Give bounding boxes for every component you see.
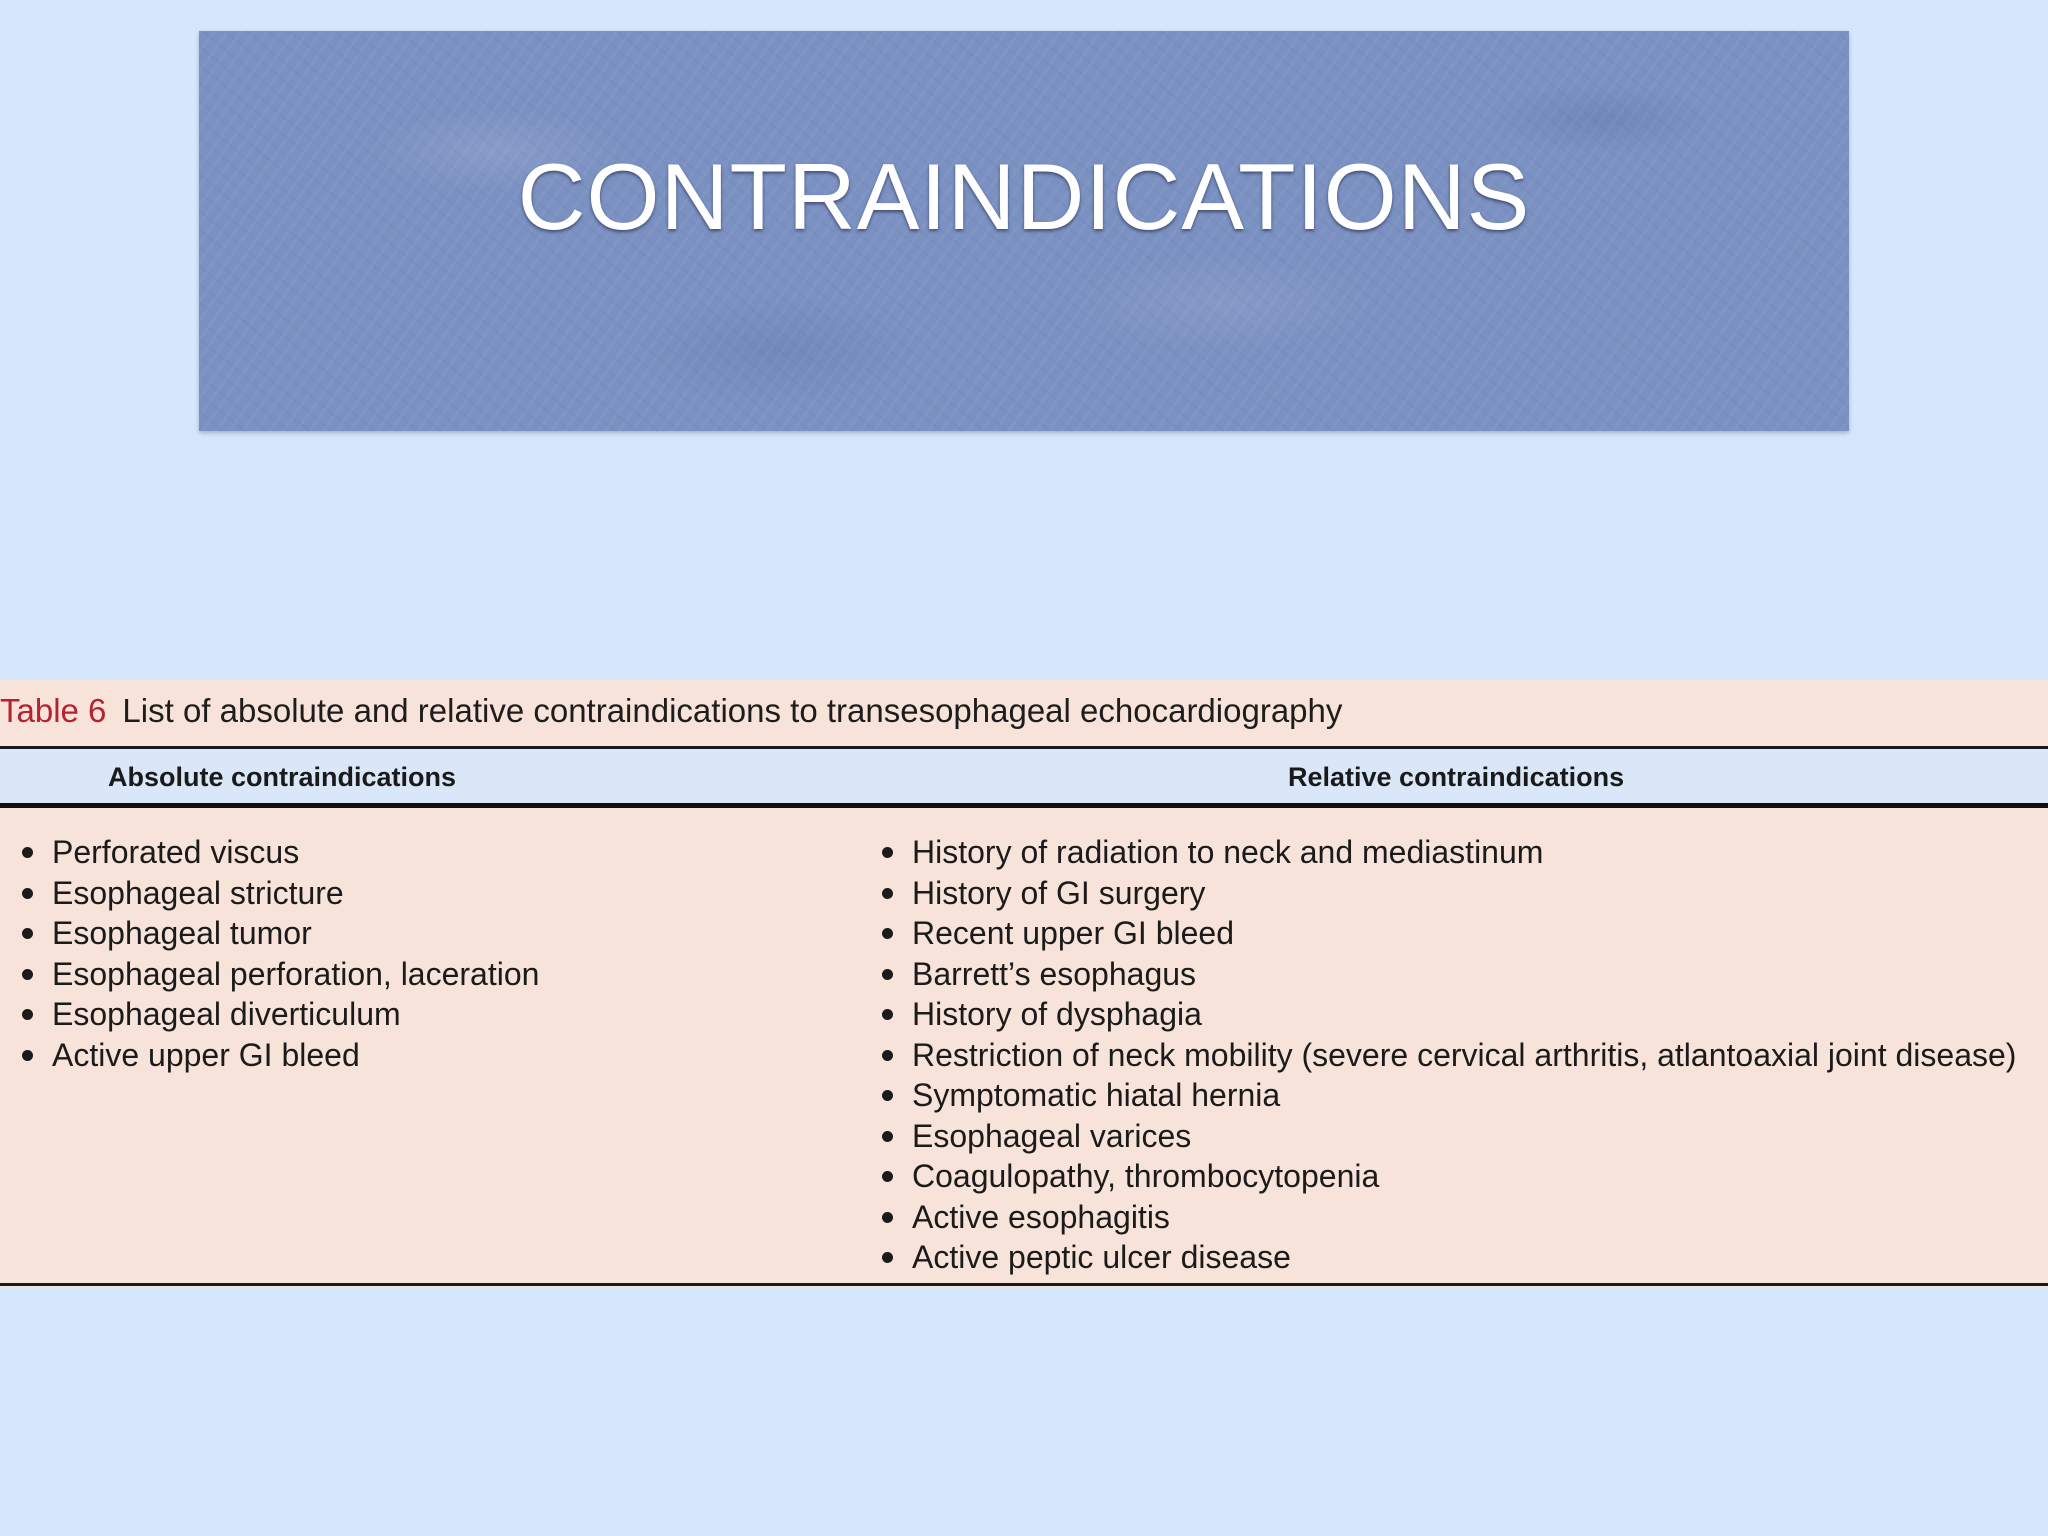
list-item [18,832,539,873]
list-item-text: Perforated viscus [52,834,300,870]
bullet-icon [882,969,893,980]
contraindications-table [0,680,2048,1287]
bullet-icon [882,1009,893,1020]
bullet-icon [882,888,893,899]
table-caption [0,680,2048,746]
absolute-contraindications-list [18,832,539,1075]
table-header-rule [0,803,2048,808]
list-item-text: Esophageal perforation, laceration [52,955,540,992]
table-caption-text: List of absolute and relative contraindications to transesophageal echocardiography [122,692,1343,729]
list-item-text: Esophageal diverticulum [52,996,401,1032]
list-item [878,1116,2016,1157]
list-item-text: Esophageal varices [912,1117,1192,1154]
bullet-icon [882,1171,893,1182]
list-item-text: Esophageal tumor [52,915,312,951]
list-item-text: History of radiation to neck and mediastinum [912,834,1544,870]
list-item-text: Coagulopathy, thrombocytopenia [912,1158,1380,1194]
list-item-text: Barrett’s esophagus [912,955,1197,992]
list-item [878,1075,2016,1116]
table-caption-label: Table 6 [0,692,107,729]
list-item [878,1035,2016,1076]
list-item-text: Recent upper GI bleed [912,915,1234,951]
slide-title: CONTRAINDICATIONS [517,144,1531,249]
absolute-column-header: Absolute contraindications [108,762,457,792]
list-item [878,873,2016,914]
list-item [878,913,2016,954]
list-item-text: Symptomatic hiatal hernia [912,1077,1281,1113]
bullet-icon [22,1050,33,1061]
list-item [18,873,539,914]
bullet-icon [22,928,33,939]
bullet-icon [882,1212,893,1223]
bullet-icon [22,888,33,899]
list-item [18,913,539,954]
bullet-icon [882,928,893,939]
list-item [878,1237,2016,1278]
bullet-icon [22,1009,33,1020]
list-item-text: Active upper GI bleed [52,1036,360,1073]
list-item [878,832,2016,873]
bullet-icon [22,969,33,980]
bullet-icon [882,1252,893,1263]
list-item [18,994,539,1035]
bullet-icon [882,1131,893,1142]
bullet-icon [882,847,893,858]
list-item [18,1035,539,1076]
list-item-text: Restriction of neck mobility (severe cervical arthritis, atlantoaxial joint disease) [912,1036,2017,1073]
table-bottom-rule [0,1283,2048,1286]
relative-contraindications-list [878,832,2016,1278]
list-item-text: Active esophagitis [912,1198,1170,1235]
list-item-text: History of GI surgery [912,874,1206,911]
list-item-text: Active peptic ulcer disease [912,1239,1291,1275]
bullet-icon [22,847,33,858]
list-item [878,954,2016,995]
list-item-text: Esophageal stricture [52,874,344,911]
list-item [878,1197,2016,1238]
list-item [18,954,539,995]
title-banner [199,31,1849,431]
relative-column-header: Relative contraindications [1288,762,1625,792]
list-item [878,1156,2016,1197]
list-item-text: History of dysphagia [912,996,1202,1032]
table-header-row [0,749,2048,803]
list-item [878,994,2016,1035]
bullet-icon [882,1090,893,1101]
bullet-icon [882,1050,893,1061]
